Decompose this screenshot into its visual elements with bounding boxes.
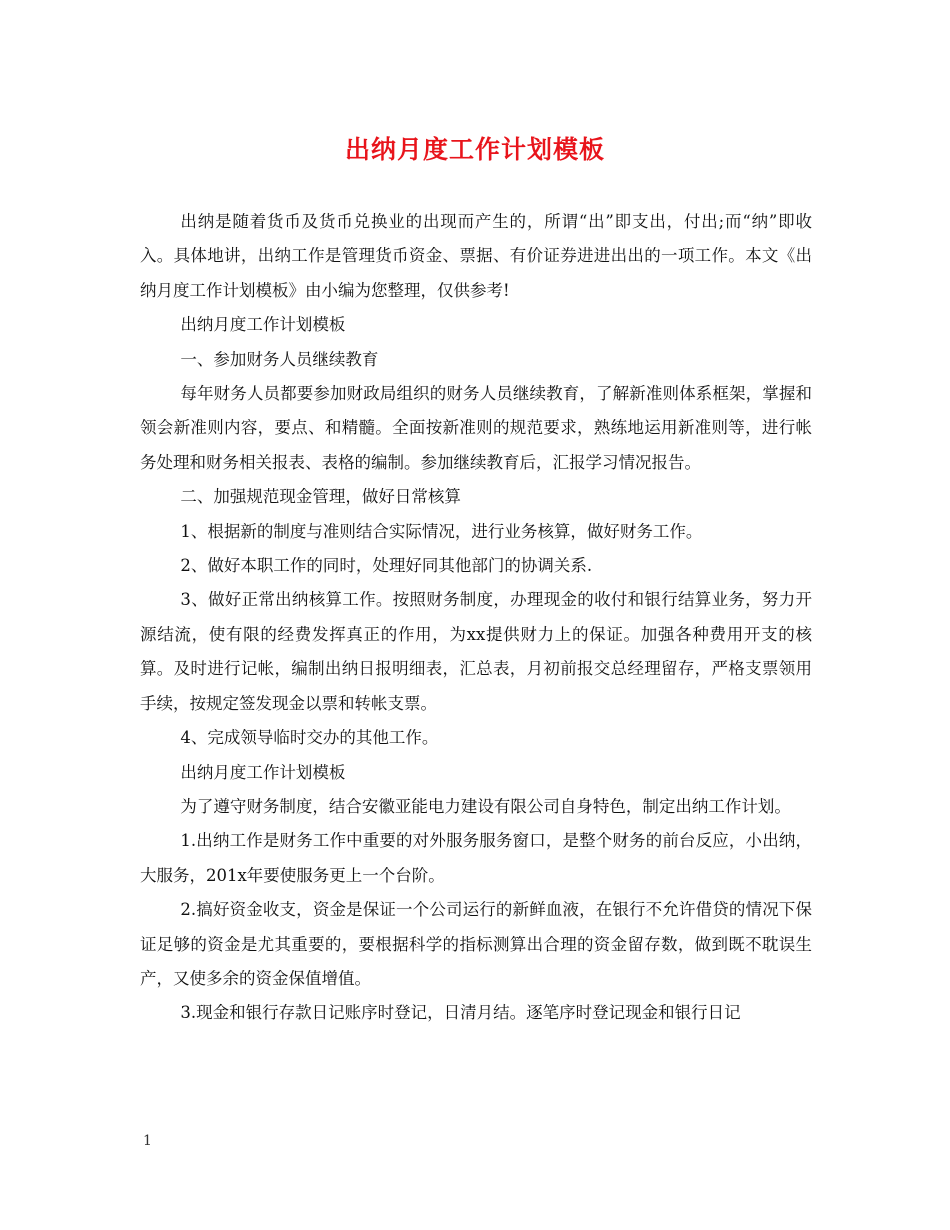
list-item: 2.搞好资金收支，资金是保证一个公司运行的新鲜血液，在银行不允许借贷的情况下保证足够的资金是尤其重要的，要根据科学的指标测算出合理的资金留存数，做到既不耽误生产，又使多余的资金保值增值。	[140, 900, 812, 988]
body-paragraph: 为了遵守财务制度，结合安徽亚能电力建设有限公司自身特色，制定出纳工作计划。	[180, 796, 791, 816]
body-paragraph: 每年财务人员都要参加财政局组织的财务人员继续教育，了解新准则体系框架，掌握和领会新准则内容，要点、和精髓。全面按新准则的规范要求，熟练地运用新准则等，进行帐务处理和财务相关报表、表格的编制。参加继续教育后，汇报学习情况报告。	[140, 384, 812, 472]
list-item: 4、完成领导临时交办的其他工作。	[180, 728, 439, 748]
list-item: 2、做好本职工作的同时，处理好同其他部门的协调关系.	[180, 556, 593, 576]
intro-paragraph: 出纳是随着货币及货币兑换业的出现而产生的，所谓“出”即支出，付出;而“纳”即收入。具体地讲，出纳工作是管理货币资金、票据、有价证券进进出出的一项工作。本文《出纳月度工作计划模板》由小编为您整理，仅供参考!	[140, 212, 812, 300]
section-heading: 出纳月度工作计划模板	[180, 762, 346, 782]
section-heading: 出纳月度工作计划模板	[180, 315, 346, 335]
page-number: 1	[143, 1133, 152, 1149]
list-item: 1、根据新的制度与准则结合实际情况，进行业务核算，做好财务工作。	[180, 521, 703, 541]
document-body	[140, 205, 812, 1031]
document-title: 出纳月度工作计划模板	[344, 135, 605, 164]
section-heading: 二、加强规范现金管理，做好日常核算	[180, 487, 461, 507]
list-item: 1.出纳工作是财务工作中重要的对外服务服务窗口，是整个财务的前台反应，小出纳，大服务，201x年要使服务更上一个台阶。	[140, 831, 812, 885]
section-heading: 一、参加财务人员继续教育	[180, 349, 379, 369]
list-item: 3、做好正常出纳核算工作。按照财务制度，办理现金的收付和银行结算业务，努力开源结流，使有限的经费发挥真正的作用，为xx提供财力上的保证。加强各种费用开支的核算。及时进行记帐，编制出纳日报明细表，汇总表，月初前报交总经理留存，严格支票领用手续，按规定签发现金以票和转帐支票。	[140, 590, 812, 713]
list-item: 3.现金和银行存款日记账序时登记，日清月结。逐笔序时登记现金和银行日记	[180, 1003, 741, 1023]
